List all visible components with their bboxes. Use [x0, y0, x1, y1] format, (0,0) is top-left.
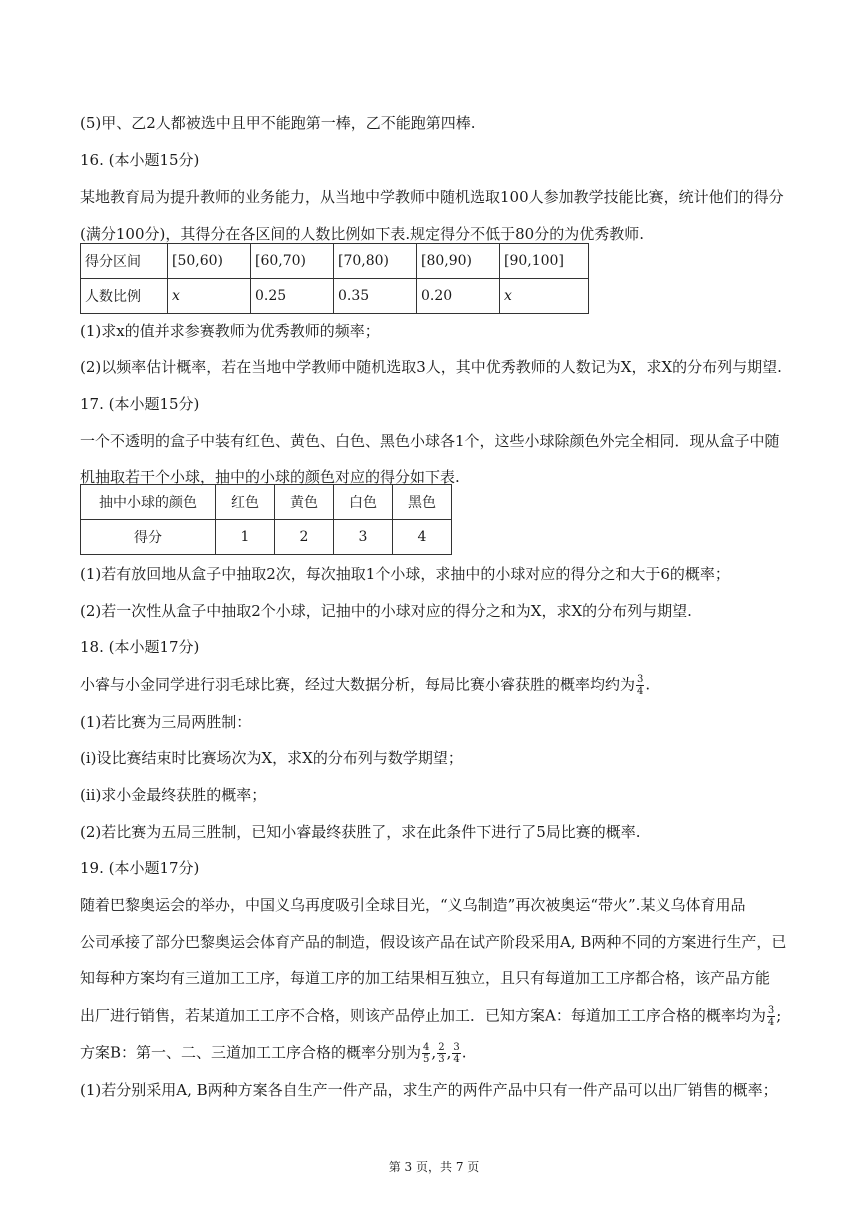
fraction-den: 4 — [767, 1017, 775, 1028]
fraction-four-fifths — [422, 1042, 430, 1065]
q16-text-2: (满分100分)，其得分在各区间的人数比例如下表.规定得分不低于80分的为优秀教师. — [80, 225, 644, 243]
q17-header: 17. (本小题15分) — [80, 395, 200, 413]
q17-part1: (1)若有放回地从盒子中抽取2次，每次抽取1个小球，求抽中的小球对应的得分之和大于6的概率； — [80, 565, 730, 583]
fraction-num: 3 — [767, 1005, 775, 1016]
table-cell: 4 — [393, 520, 452, 555]
q18-text-1-body: 小睿与小金同学进行羽毛球比赛，经过大数据分析，每局比赛小睿获胜的概率均约为 — [80, 675, 636, 694]
q19-text-1: 随着巴黎奥运会的举办，中国义乌再度吸引全球目光，“义乌制造”再次被奥运“带火”.某义乌体育用品 — [80, 896, 746, 914]
q19-text-5-body: 方案B：第一、二、三道加工工序合格的概率分别为 — [80, 1043, 422, 1062]
table-cell: 得分 — [81, 520, 216, 555]
q17-text-2: 机抽取若干个小球，抽中的小球的颜色对应的得分如下表. — [80, 468, 460, 486]
table-cell: 红色 — [216, 485, 275, 520]
q19-text-2: 公司承接了部分巴黎奥运会体育产品的制造，假设该产品在试产阶段采用A, B两种不同的方案进行生产，已 — [80, 933, 787, 951]
q19-text-4-body: 出厂进行销售，若某道加工工序不合格，则该产品停止加工．已知方案A：每道加工工序合格的概率均为 — [80, 1006, 766, 1025]
q18-header: 18. (本小题17分) — [80, 638, 200, 656]
fraction-den: 4 — [453, 1054, 460, 1065]
fraction-two-thirds — [437, 1042, 445, 1065]
q17-color-table — [80, 484, 452, 555]
fraction-den: 4 — [637, 686, 644, 697]
fraction-three-quarters — [636, 674, 644, 697]
table-cell: 0.25 — [251, 279, 334, 314]
table-cell: [60,70) — [251, 244, 334, 279]
table-cell: 人数比例 — [81, 279, 168, 314]
table-cell: [80,90) — [417, 244, 500, 279]
q16-score-table — [80, 243, 589, 314]
fraction-three-quarters — [767, 1005, 775, 1028]
table-cell: x — [500, 279, 589, 314]
q18-part1-ii: (ii)求小金最终获胜的概率； — [80, 786, 267, 804]
q18-text-1: 小睿与小金同学进行羽毛球比赛，经过大数据分析，每局比赛小睿获胜的概率均约为 $\frac{3}{4}$ . — [80, 674, 651, 697]
q16-text-1: 某地教育局为提升教师的业务能力，从当地中学教师中随机选取100人参加教学技能比赛，统计他们的得分 — [80, 188, 784, 206]
table-cell: 黄色 — [275, 485, 334, 520]
q15-part5: (5)甲、乙2人都被选中且甲不能跑第一棒，乙不能跑第四棒. — [80, 114, 476, 132]
table-cell: 抽中小球的颜色 — [81, 485, 216, 520]
q19-part1: (1)若分别采用A, B两种方案各自生产一件产品，求生产的两件产品中只有一件产品可以出厂销售的概率； — [80, 1081, 778, 1099]
q19-header: 19. (本小题17分) — [80, 859, 200, 877]
q19-text-3: 知每种方案均有三道加工工序，每道工序的加工结果相互独立，且只有每道加工工序都合格，该产品方能 — [80, 969, 771, 987]
q17-text-1: 一个不透明的盒子中装有红色、黄色、白色、黑色小球各1个，这些小球除颜色外完全相同．现从盒子中随 — [80, 432, 780, 450]
fraction-three-quarters — [452, 1042, 460, 1065]
table-cell: 1 — [216, 520, 275, 555]
table-cell: [50,60) — [168, 244, 251, 279]
table-cell: x — [168, 279, 251, 314]
table-cell: 0.20 — [417, 279, 500, 314]
q18-part1-i: (i)设比赛结束时比赛场次为X，求X的分布列与数学期望； — [80, 749, 463, 767]
q19-text-4: 出厂进行销售，若某道加工工序不合格，则该产品停止加工．已知方案A：每道加工工序合格的概率均为 $\frac{3}{4}$ ; — [80, 1005, 782, 1028]
q19-text-5: 方案B：第一、二、三道加工工序合格的概率分别为 $\frac{4}{5}$ , $\frac{2}{3}$ , $\frac{3}{4}$ . — [80, 1042, 467, 1065]
q16-part2: (2)以频率估计概率，若在当地中学教师中随机选取3人，其中优秀教师的人数记为X，求X的分布列与期望. — [80, 358, 782, 376]
fraction-num: 3 — [637, 674, 644, 685]
table-cell: 2 — [275, 520, 334, 555]
table-cell: 得分区间 — [81, 244, 168, 279]
table-cell: 白色 — [334, 485, 393, 520]
q18-part2: (2)若比赛为五局三胜制，已知小睿最终获胜了，求在此条件下进行了5局比赛的概率. — [80, 823, 641, 841]
table-cell: 0.35 — [334, 279, 417, 314]
table-cell: 3 — [334, 520, 393, 555]
page-footer: 第 3 页，共 7 页 — [388, 1160, 480, 1174]
q18-part1: (1)若比赛为三局两胜制： — [80, 713, 252, 731]
q16-part1: (1)求x的值并求参赛教师为优秀教师的频率； — [80, 322, 380, 340]
fraction-den: 3 — [438, 1054, 445, 1065]
table-cell: 黑色 — [393, 485, 452, 520]
q16-header: 16. (本小题15分) — [80, 151, 200, 169]
fraction-num: 4 — [423, 1042, 430, 1053]
q17-part2: (2)若一次性从盒子中抽取2个小球，记抽中的小球对应的得分之和为X，求X的分布列与期望. — [80, 602, 692, 620]
fraction-den: 5 — [423, 1054, 430, 1065]
table-cell: [90,100] — [500, 244, 589, 279]
fraction-num: 2 — [438, 1042, 445, 1053]
fraction-num: 3 — [453, 1042, 460, 1053]
table-cell: [70,80) — [334, 244, 417, 279]
